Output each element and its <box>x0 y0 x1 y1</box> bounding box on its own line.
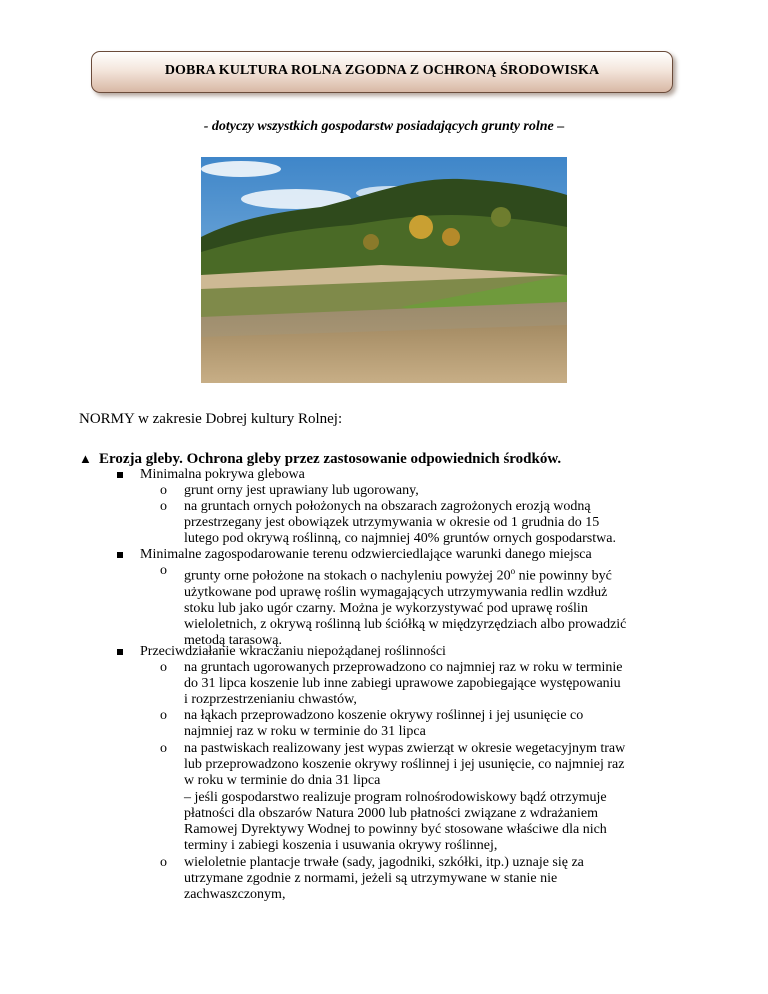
subtitle: - dotyczy wszystkich gospodarstw posiadających grunty rolne – <box>203 119 565 134</box>
circle-bullet-icon: o <box>160 855 167 870</box>
sub-item-text: na gruntach ugorowanych przeprowadzono co najmniej raz w roku w terminie <box>184 660 623 675</box>
square-bullet-icon <box>117 649 123 655</box>
circle-bullet-icon: o <box>160 708 167 723</box>
sub-item-text: zachwaszczonym, <box>184 887 286 903</box>
normy-heading: NORMY w zakresie Dobrej kultury Rolnej: <box>79 411 343 427</box>
section-heading <box>79 451 561 468</box>
sub-item-text: – jeśli gospodarstwo realizuje program rolnośrodowiskowy bądź otrzymuje <box>184 789 607 805</box>
square-bullet-icon <box>117 552 123 558</box>
sub-item-text: terminy i zabiegi koszenia i usuwania okrywy roślinnej, <box>184 838 498 854</box>
sub-item-text: na pastwiskach realizowany jest wypas zwierząt w okresie wegetacyjnym traw <box>184 741 626 756</box>
sub-item-text: utrzymane zgodnie z normami, jeżeli są utrzymywane w stanie nie <box>184 871 558 887</box>
sub-item-text: na łąkach przeprowadzono koszenie okrywy roślinnej i jej usunięcie co <box>184 708 584 723</box>
sub-item-text: w roku w terminie do dnia 31 lipca <box>184 773 381 789</box>
landscape-photo <box>201 157 567 383</box>
sub-item-text: stoku lub jako ugór czarny. Można je wykorzystywać pod uprawę roślin <box>184 601 588 617</box>
page-title: DOBRA KULTURA ROLNA ZGODNA Z OCHRONĄ ŚRODOWISKA <box>164 63 600 78</box>
sub-item-text: płatności dla obszarów Natura 2000 lub płatności związane z wdrażaniem <box>184 805 599 821</box>
sub-item-text: przestrzegany jest obowiązek utrzymywania w okresie od 1 grudnia do 15 <box>184 515 600 531</box>
sub-item-text: Ramowej Dyrektywy Wodnej to powinny być stosowane właściwe dla nich <box>184 822 607 838</box>
sub-item-text: najmniej raz w roku w terminie do 31 lipca <box>184 724 426 740</box>
sub-item-text: lub przeprowadzono koszenie okrywy roślinnej i jej usunięcie, co najmniej raz <box>184 757 625 773</box>
list-item-label: Minimalna pokrywa glebowa <box>140 467 305 482</box>
sub-item-text: wieloletnie plantacje trwałe (sady, jagodniki, szkółki, itp.) uznaje się za <box>184 855 584 870</box>
section-title: Erozja gleby. Ochrona gleby przez zastosowanie odpowiednich środków. <box>99 451 562 467</box>
circle-bullet-icon: o <box>160 499 167 514</box>
circle-bullet-icon: o <box>160 741 167 756</box>
sub-item-text: i rozprzestrzenianiu chwastów, <box>184 692 357 708</box>
sub-item-text: metodą tarasową. <box>184 633 282 649</box>
list-item-label: Przeciwdziałanie wkraczaniu niepożądanej roślinności <box>140 644 446 659</box>
sub-item-text: do 31 lipca koszenie lub inne zabiegi uprawowe zapobiegające występowaniu <box>184 676 621 692</box>
sub-item-text: lutego pod okrywą roślinną, co najmniej 40% gruntów ornych gospodarstwa. <box>184 531 616 547</box>
circle-bullet-icon: o <box>160 563 167 578</box>
sub-item-text: wieloletnich, z okrywą roślinną lub ściółką w międzyrzędziach albo prowadzić <box>184 617 627 633</box>
circle-bullet-icon: o <box>160 660 167 675</box>
sub-item-text: na gruntach ornych położonych na obszarach zagrożonych erozją wodną <box>184 499 591 514</box>
triangle-up-icon: ▲ <box>79 451 92 466</box>
sub-item-text: grunty orne położone na stokach o nachyleniu powyżej 20$^o$ nie powinny być <box>184 566 612 584</box>
list-item-label: Minimalne zagospodarowanie terenu odzwierciedlające warunki danego miejsca <box>140 547 592 562</box>
title-banner <box>91 51 673 93</box>
circle-bullet-icon: o <box>160 483 167 498</box>
square-bullet-icon <box>117 472 123 478</box>
sub-item-text: użytkowane pod uprawę roślin wymagających utrzymywania redlin wzdłuż <box>184 584 608 600</box>
sub-item-text: grunt orny jest uprawiany lub ugorowany, <box>184 483 419 498</box>
